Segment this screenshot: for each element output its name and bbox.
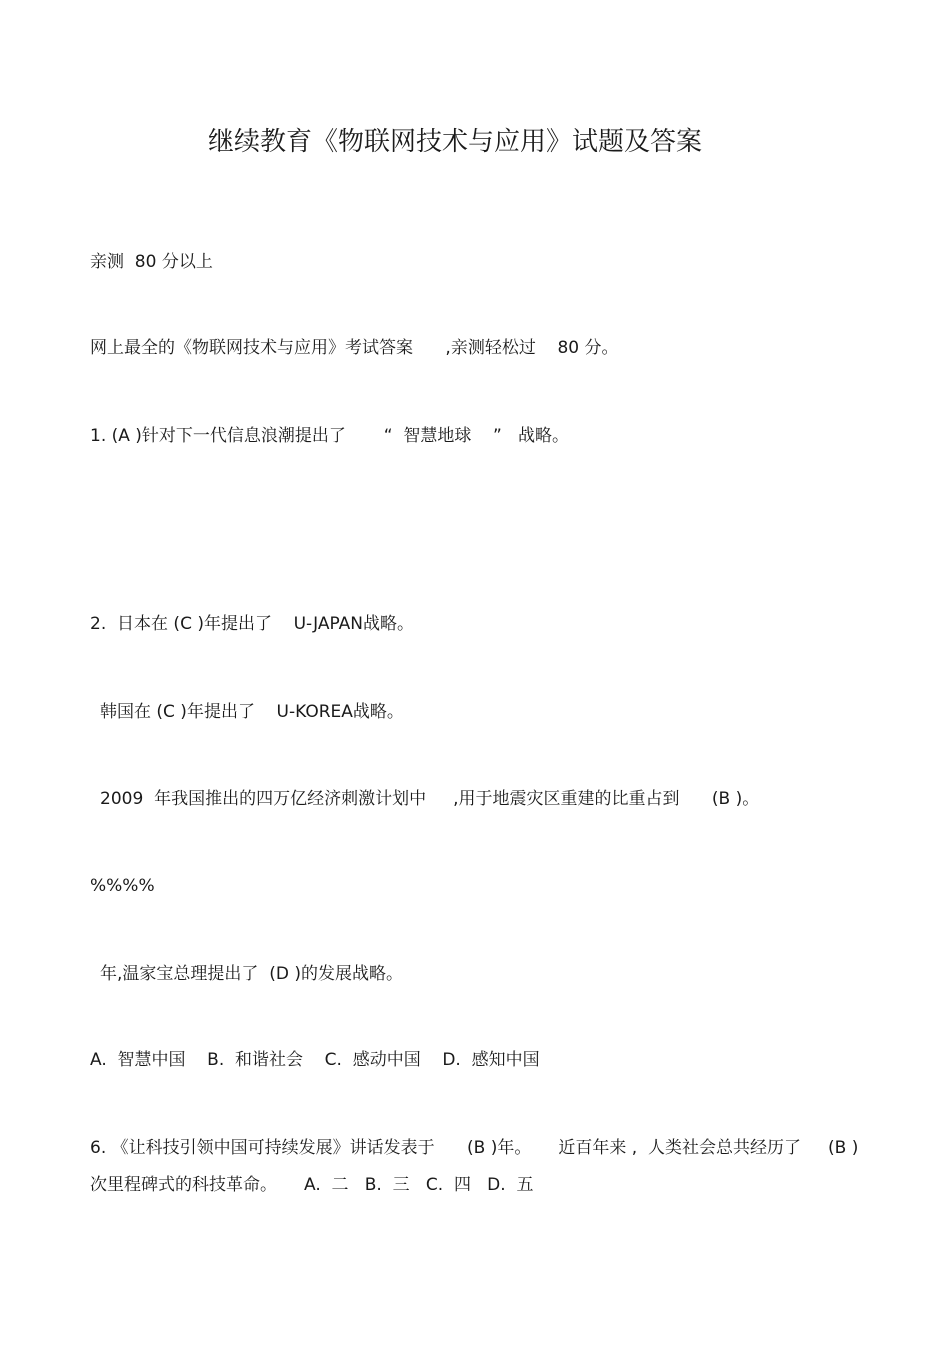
question-6: 6. 《让科技引领中国可持续发展》讲话发表于 (B )年。 近百年来 , 人类社会总共经历了 (B ) (90, 1138, 859, 1158)
question-strategy: 年,温家宝总理提出了 (D )的发展战略。 (100, 964, 403, 984)
question-1: 1. (A )针对下一代信息浪潮提出了 “ 智慧地球 ” 战略。 (90, 426, 569, 446)
description-line: 网上最全的《物联网技术与应用》考试答案 ,亲测轻松过 80 分。 (90, 338, 619, 358)
question-stimulus: 2009 年我国推出的四万亿经济刺激计划中 ,用于地震灾区重建的比重占到 (B )。 (100, 789, 760, 809)
intro-line: 亲测 80 分以上 (90, 252, 213, 272)
document-title: 继续教育《物联网技术与应用》试题及答案 (207, 127, 702, 157)
question-2: 2. 日本在 (C )年提出了 U-JAPAN战略。 (90, 614, 414, 634)
answer-options: A. 智慧中国 B. 和谐社会 C. 感动中国 D. 感知中国 (90, 1050, 540, 1070)
question-6-options: 次里程碑式的科技革命。 A. 二 B. 三 C. 四 D. 五 (90, 1175, 534, 1195)
percent-line: %%%% (90, 876, 155, 896)
question-korea: 韩国在 (C )年提出了 U-KOREA战略。 (100, 702, 404, 722)
